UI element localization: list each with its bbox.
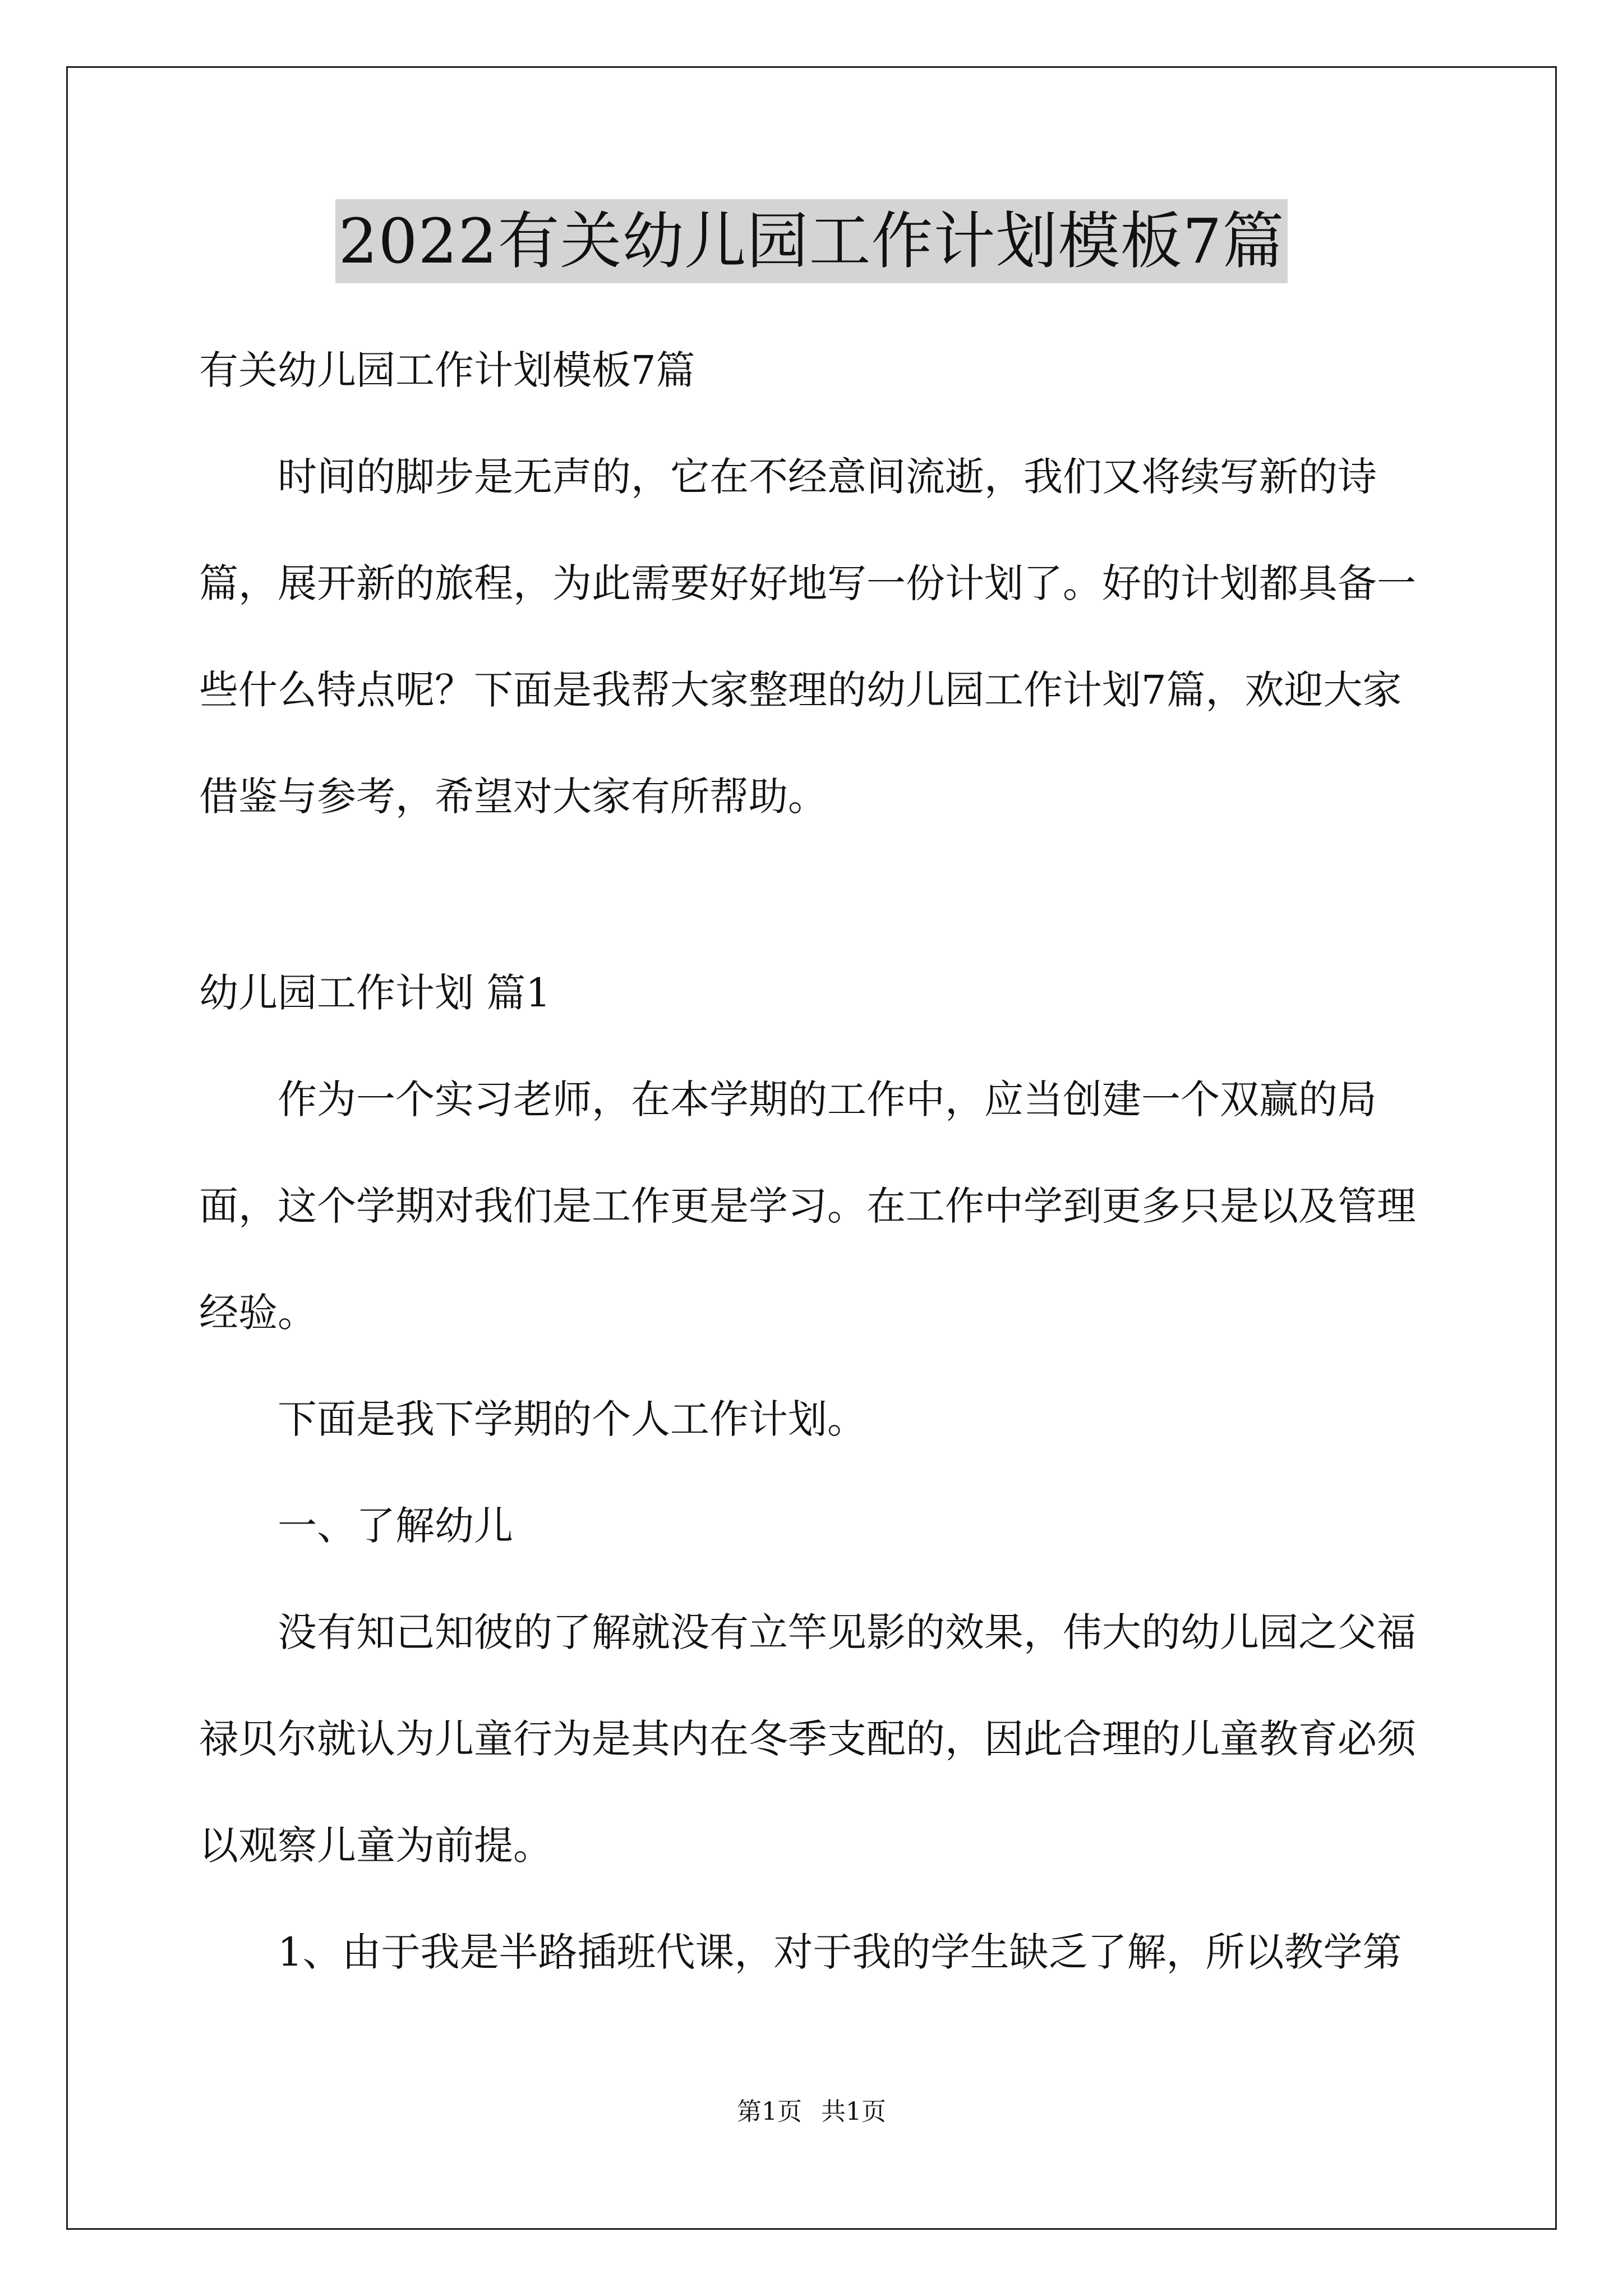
page-footer <box>0 2095 1623 2129</box>
document-title: 2022有关幼儿园工作计划模板7篇 <box>335 199 1288 283</box>
section-spacer <box>199 850 1424 940</box>
page-number: 第1页 <box>737 2097 802 2126</box>
body-paragraph: 一、了解幼儿 <box>278 1503 513 1549</box>
document-subtitle: 有关幼儿园工作计划模板7篇 <box>199 347 695 393</box>
body-paragraph: 1、由于我是半路插班代课，对于我的学生缺乏了解，所以教学第 <box>278 1929 1402 1975</box>
intro-paragraph: 时间的脚步是无声的，它在不经意间流逝，我们又将续写新的诗篇，展开新的旅程，为此需要好好地写一份计划了。好的计划都具备一些什么特点呢？下面是我帮大家整理的幼儿园工作计划7篇，欢迎大家借鉴与参考，希望对大家有所帮助。 <box>199 454 1416 820</box>
document-body <box>199 317 1424 2005</box>
page-total: 共1页 <box>821 2097 886 2126</box>
body-paragraph: 作为一个实习老师，在本学期的工作中，应当创建一个双赢的局面，这个学期对我们是工作更是学习。在工作中学到更多只是以及管理经验。 <box>199 1076 1416 1336</box>
title-container <box>0 199 1623 283</box>
body-paragraph: 没有知己知彼的了解就没有立竿见影的效果，伟大的幼儿园之父福禄贝尔就认为儿童行为是其内在冬季支配的，因此合理的儿童教育必须以观察儿童为前提。 <box>199 1609 1416 1869</box>
section-heading: 幼儿园工作计划 篇1 <box>199 970 551 1016</box>
body-paragraph: 下面是我下学期的个人工作计划。 <box>278 1396 866 1442</box>
